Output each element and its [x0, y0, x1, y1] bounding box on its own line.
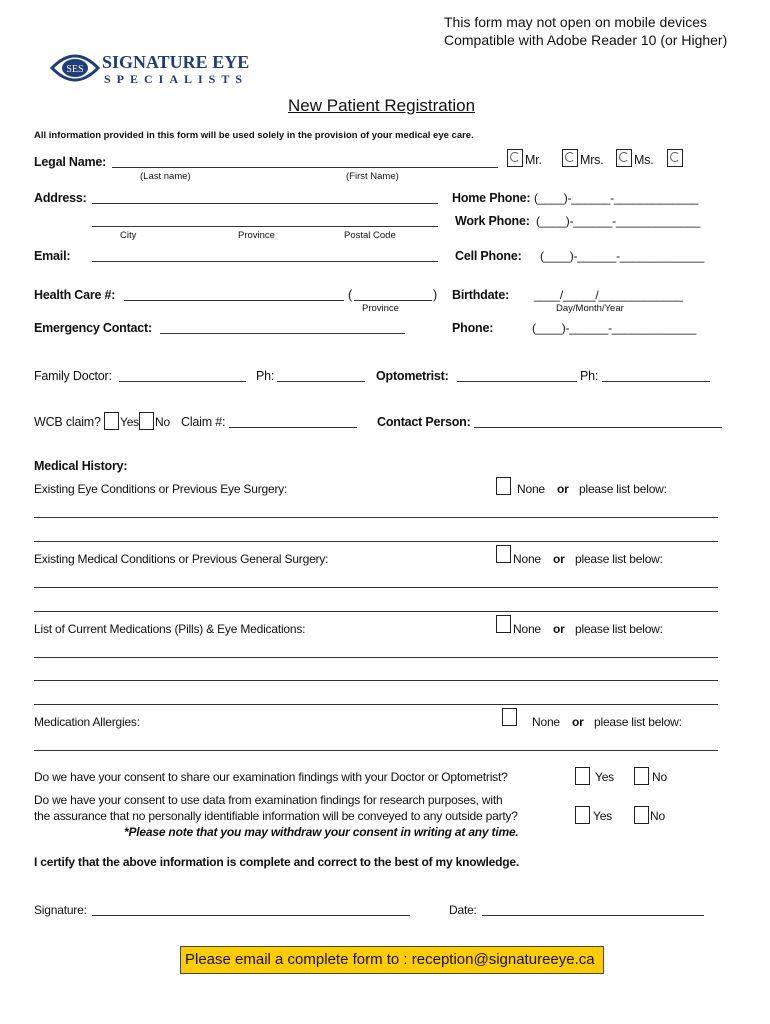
birthdate-hint: Day/Month/Year	[556, 303, 624, 314]
first-name-hint: (First Name)	[346, 171, 399, 182]
mobile-notice: This form may not open on mobile devices	[444, 14, 708, 30]
mr-radio[interactable]	[507, 149, 523, 167]
eye-conditions-label: Existing Eye Conditions or Previous Eye Surgery:	[34, 482, 288, 496]
medications-label: List of Current Medications (Pills) & Eye Medications:	[34, 622, 306, 636]
eye-or-label: or	[557, 482, 569, 496]
meds-line-2[interactable]	[34, 680, 718, 681]
page-title: New Patient Registration	[288, 96, 476, 115]
general-conditions-label: Existing Medical Conditions or Previous General Surgery:	[34, 552, 329, 566]
consent-share-no-label: No	[652, 770, 667, 784]
work-phone-field[interactable]: (____)-______-_____________	[536, 214, 701, 228]
consent-research-question-2: the assurance that no personally identifiable information will be conveyed to any outside party?	[34, 809, 518, 823]
family-doctor-phone-field[interactable]	[277, 381, 365, 382]
general-none-label: None	[513, 552, 541, 566]
general-list-label: please list below:	[575, 552, 663, 566]
health-province-open: (	[348, 288, 352, 302]
health-province-close: )	[433, 288, 437, 302]
postal-hint: Postal Code	[344, 230, 396, 241]
family-doctor-label: Family Doctor:	[34, 369, 112, 383]
meds-or-label: or	[553, 622, 565, 636]
mr-label: Mr.	[525, 153, 542, 167]
eye-none-label: None	[517, 482, 545, 496]
emergency-phone-label: Phone:	[452, 321, 494, 335]
email-field[interactable]	[92, 261, 438, 262]
claim-number-label: Claim #:	[181, 415, 226, 429]
address-line1[interactable]	[92, 203, 438, 204]
eye-line-1[interactable]	[34, 517, 718, 518]
consent-research-no-label: No	[650, 809, 665, 823]
meds-line-3[interactable]	[34, 704, 718, 705]
consent-research-yes-checkbox[interactable]	[575, 806, 590, 824]
eye-none-checkbox[interactable]	[496, 477, 511, 495]
consent-share-question: Do we have your consent to share our examination findings with your Doctor or Optometrist?	[34, 770, 508, 784]
allergies-or-label: or	[572, 715, 584, 729]
wcb-no-checkbox[interactable]	[139, 412, 154, 430]
mrs-radio[interactable]	[562, 149, 578, 167]
home-phone-label: Home Phone:	[452, 191, 531, 205]
eye-line-2[interactable]	[34, 541, 718, 542]
general-line-1[interactable]	[34, 587, 718, 588]
consent-research-no-checkbox[interactable]	[634, 806, 649, 824]
work-phone-label: Work Phone:	[455, 214, 530, 228]
claim-number-field[interactable]	[229, 427, 357, 428]
allergies-list-label: please list below:	[594, 715, 682, 729]
consent-share-yes-checkbox[interactable]	[575, 767, 590, 785]
date-label: Date:	[449, 903, 477, 917]
health-province-field[interactable]	[354, 300, 432, 301]
logo-line2: SPECIALISTS	[104, 72, 249, 86]
eye-logo-icon	[50, 48, 100, 88]
logo-initials: SES	[66, 64, 84, 75]
general-line-2[interactable]	[34, 611, 718, 612]
signature-label: Signature:	[34, 903, 87, 917]
address-line2[interactable]	[92, 226, 438, 227]
health-card-label: Health Care #:	[34, 288, 116, 302]
email-label: Email:	[34, 249, 71, 263]
optometrist-label: Optometrist:	[376, 369, 449, 383]
consent-share-yes-label: Yes	[595, 770, 614, 784]
ms-radio[interactable]	[616, 149, 632, 167]
allergies-none-checkbox[interactable]	[502, 708, 517, 726]
logo-line1: SIGNATURE EYE	[102, 52, 250, 72]
family-doctor-ph-label: Ph:	[256, 369, 275, 383]
family-doctor-field[interactable]	[119, 381, 246, 382]
consent-share-no-checkbox[interactable]	[634, 767, 649, 785]
legal-name-field[interactable]	[112, 167, 498, 168]
optometrist-phone-field[interactable]	[602, 381, 710, 382]
consent-research-yes-label: Yes	[593, 809, 612, 823]
province-hint: Province	[238, 230, 275, 241]
meds-none-checkbox[interactable]	[496, 615, 511, 633]
health-province-hint: Province	[362, 303, 399, 314]
emergency-phone-field[interactable]: (____)-______-_____________	[532, 321, 697, 335]
health-card-field[interactable]	[124, 300, 344, 301]
date-field[interactable]	[482, 915, 704, 916]
cell-phone-label: Cell Phone:	[455, 249, 522, 263]
birthdate-field[interactable]: ____/_____/_____________	[534, 288, 683, 302]
reader-notice: Compatible with Adobe Reader 10 (or Higher)	[444, 32, 728, 48]
mrs-label: Mrs.	[580, 153, 604, 167]
wcb-no-label: No	[155, 415, 170, 429]
optometrist-field[interactable]	[457, 381, 577, 382]
wcb-yes-checkbox[interactable]	[104, 412, 119, 430]
signature-field[interactable]	[92, 915, 410, 916]
allergies-line-1[interactable]	[34, 750, 718, 751]
consent-research-question-1: Do we have your consent to use data from examination findings for research purposes, with	[34, 793, 503, 807]
general-none-checkbox[interactable]	[496, 545, 511, 563]
medical-history-heading: Medical History:	[34, 459, 128, 473]
optometrist-ph-label: Ph:	[580, 369, 599, 383]
city-hint: City	[120, 230, 137, 241]
eye-list-label: please list below:	[579, 482, 667, 496]
meds-none-label: None	[513, 622, 541, 636]
meds-line-1[interactable]	[34, 657, 718, 658]
other-title-radio[interactable]	[667, 149, 683, 167]
certify-statement: I certify that the above information is complete and correct to the best of my knowledge.	[34, 855, 519, 869]
home-phone-field[interactable]: (____)-______-_____________	[534, 191, 699, 205]
email-instruction-banner: Please email a complete form to : reception@signatureeye.ca	[180, 946, 604, 974]
general-or-label: or	[553, 552, 565, 566]
wcb-label: WCB claim?	[34, 415, 101, 429]
logo	[50, 48, 270, 92]
intro-text: All information provided in this form will be used solely in the provision of your medical eye care.	[34, 130, 474, 141]
emergency-contact-label: Emergency Contact:	[34, 321, 152, 335]
allergies-none-label: None	[532, 715, 560, 729]
allergies-label: Medication Allergies:	[34, 715, 140, 729]
emergency-contact-field[interactable]	[160, 333, 405, 334]
legal-name-label: Legal Name:	[34, 155, 107, 169]
last-name-hint: (Last name)	[140, 171, 191, 182]
address-label: Address:	[34, 191, 87, 205]
ms-label: Ms.	[634, 153, 654, 167]
cell-phone-field[interactable]: (____)-______-_____________	[540, 249, 705, 263]
birthdate-label: Birthdate:	[452, 288, 510, 302]
contact-person-label: Contact Person:	[377, 415, 471, 429]
meds-list-label: please list below:	[575, 622, 663, 636]
wcb-yes-label: Yes	[120, 415, 139, 429]
contact-person-field[interactable]	[474, 427, 722, 428]
consent-note: *Please note that you may withdraw your consent in writing at any time.	[124, 825, 519, 839]
